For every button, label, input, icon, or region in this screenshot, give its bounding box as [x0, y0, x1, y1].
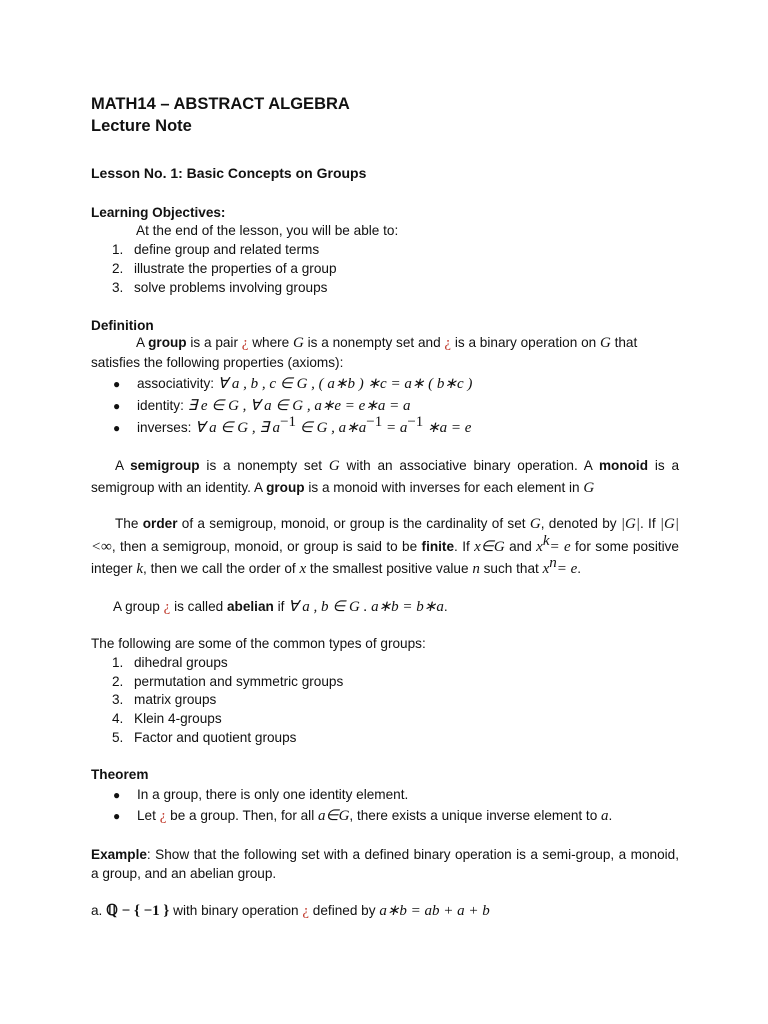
objectives-intro: At the end of the lesson, you will be able to: — [136, 223, 399, 238]
lesson-title: Lesson No. 1: Basic Concepts on Groups — [91, 165, 367, 181]
type-item: 5. Factor and quotient groups — [112, 730, 297, 745]
theorem-item: ● Let ¿ be a group. Then, for all a∈G, there exists a unique inverse element to a. — [113, 808, 613, 824]
types-intro: The following are some of the common types of groups: — [91, 636, 426, 651]
example-paragraph: Example: Show that the following set with a defined binary operation is a semi-group, a monoid, a group, and an abelian group. — [91, 847, 679, 881]
theorem-heading: Theorem — [91, 767, 149, 782]
document-title — [91, 93, 350, 137]
objective-item: 3. solve problems involving groups — [112, 280, 328, 295]
example-part-a: a. ℚ − { −1 } with binary operation ¿ defined by a∗b = ab + a + b — [91, 903, 490, 919]
theorem-item: ● In a group, there is only one identity element. — [113, 787, 409, 802]
definition-line2: satisfies the following properties (axioms): — [91, 355, 344, 370]
type-item: 4. Klein 4-groups — [112, 711, 222, 726]
abelian-paragraph: A group ¿ is called abelian if ∀ a , b ∈ G . a∗b = b∗a. — [113, 599, 448, 615]
lecture-note-subtitle: Lecture Note — [91, 117, 192, 135]
course-title: MATH14 – ABSTRACT ALGEBRA — [91, 95, 350, 113]
order-paragraph: The order of a semigroup, monoid, or group is the cardinality of set G, denoted by |G|. If |G|<∞, then a semigroup, monoid, or group is said to be finite. If x∈G and $x^k= e$ for some positive integer k, then we call the order of x the smallest positive value n such that $x^n= e$. — [91, 516, 679, 577]
definition-heading: Definition — [91, 318, 154, 333]
type-item: 1. dihedral groups — [112, 655, 228, 670]
definition-line1: A group is a pair ¿ where G is a nonempty set and ¿ is a binary operation on G that — [136, 335, 638, 351]
type-item: 2. permutation and symmetric groups — [112, 674, 344, 689]
axiom-associativity: ● associativity: ∀ a , b , c ∈ G , ( a∗b ) ∗c = a∗ ( b∗c ) — [113, 376, 473, 392]
axiom-identity: ● identity: ∃ e ∈ G , ∀ a ∈ G , a∗e = e∗a = a — [113, 398, 411, 414]
type-item: 3. matrix groups — [112, 692, 217, 707]
axiom-inverses: ● inverses: ∀ a ∈ G , ∃ $a^{-1}$ ∈ G , $a∗a^{-1} = a^{-1}$ ∗a = e — [113, 414, 472, 436]
semigroup-paragraph: A semigroup is a nonempty set G with an associative binary operation. A monoid is a semigroup with an identity. A group is a monoid with inverses for each element in G — [91, 458, 680, 496]
objective-item: 1. define group and related terms — [112, 242, 320, 257]
objective-item: 2. illustrate the properties of a group — [112, 261, 337, 276]
objectives-heading: Learning Objectives: — [91, 205, 226, 220]
